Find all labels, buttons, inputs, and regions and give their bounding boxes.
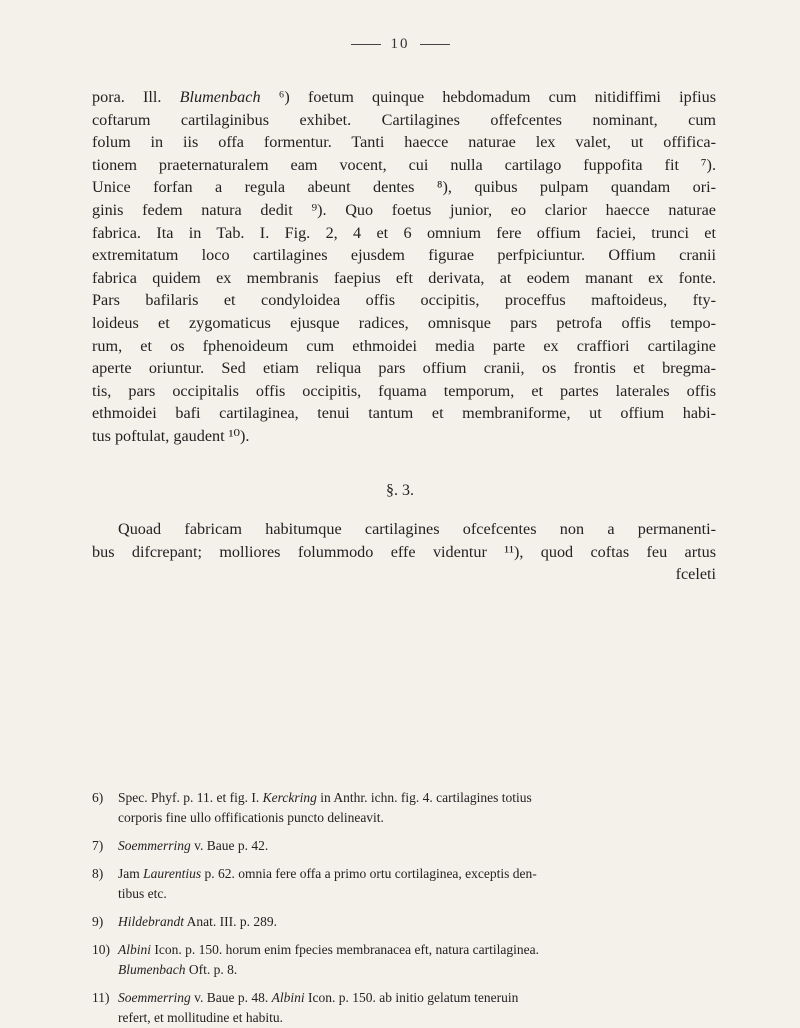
text-line: tionem praeternaturalem eam vocent, cui nulla cartilago fuppofita fit ⁷). [92, 155, 716, 174]
page-number: 10 [390, 36, 410, 52]
text-line: aperte oriuntur. Sed etiam reliqua pars offium cranii, os frontis et bregma- [92, 359, 716, 378]
text-line: tus poftulat, gaudent ¹⁰). [92, 426, 250, 445]
text-line: extremitatum loco cartilagines ejusdem figurae perfpiciuntur. Offium cranii [92, 246, 716, 265]
text-line: loideus et zygomaticus ejusque radices, omnisque pars petrofa offis tempo- [92, 313, 716, 332]
footnotes [92, 788, 716, 1028]
footnote-continuation: Blumenbach Oft. p. 8. [118, 962, 238, 977]
text-line: fabrica. Ita in Tab. I. Fig. 2, 4 et 6 omnium fere offium faciei, trunci et [92, 223, 716, 242]
footnote: 10) Albini Icon. p. 150. horum enim fpecies membranacea eft, natura cartilaginea. [92, 942, 539, 957]
text-line: Quoad fabricam habitumque cartilagines ofcefcentes non a permanenti- [118, 520, 716, 538]
catchword: fceleti [675, 565, 716, 584]
author-name: Blumenbach [179, 88, 261, 106]
text-line: Pars bafilaris et condyloidea offis occipitis, proceffus maftoideus, fty- [92, 291, 716, 310]
paragraph-1 [92, 86, 716, 448]
text-line: ethmoidei bafi cartilaginea, tenui tantum et membraniforme, ut offium habi- [92, 404, 716, 423]
footnote: 8) Jam Laurentius p. 62. omnia fere offa a primo ortu cortilaginea, exceptis den- [92, 866, 537, 881]
paragraph-2 [92, 518, 716, 586]
header-dash-right [420, 44, 450, 45]
header-dash-left [351, 44, 381, 45]
page-header [0, 36, 800, 53]
text-line: Unice forfan a regula abeunt dentes ⁸), quibus pulpam quandam ori- [92, 178, 716, 197]
text-line: folum in iis offa formentur. Tanti haecce naturae lex valet, ut offifica- [92, 133, 716, 152]
footnote: 9) Hildebrandt Anat. III. p. 289. [92, 914, 277, 929]
text-line: ginis fedem natura dedit ⁹). Quo foetus junior, eo clarior haecce naturae [92, 200, 716, 219]
text-line: bus difcrepant; molliores folummodo effe videntur ¹¹), quod coftas feu artus [92, 542, 716, 561]
text-line: coftarum cartilaginibus exhibet. Cartilagines offefcentes nominant, cum [92, 110, 716, 129]
footnote: 7) Soemmerring v. Baue p. 42. [92, 838, 269, 853]
footnote: 6) Spec. Phyf. p. 11. et fig. I. Kerckring in Anthr. ichn. fig. 4. cartilagines totius [92, 790, 532, 805]
footnote-continuation: refert, et mollitudine et habitu. [118, 1010, 283, 1025]
footnote-continuation: tibus etc. [118, 886, 167, 901]
text-line: fabrica quidem ex membranis faepius eft derivata, at eodem manant ex fonte. [92, 268, 716, 287]
text-line: rum, et os fphenoideum cum ethmoidei media parte ex craffiori cartilagine [92, 336, 716, 355]
footnote-continuation: corporis fine ullo offificationis puncto delineavit. [118, 810, 384, 825]
footnote: 11) Soemmerring v. Baue p. 48. Albini Icon. p. 150. ab initio gelatum teneruin [92, 990, 519, 1005]
text-line: tis, pars occipitalis offis occipitis, fquama temporum, et partes laterales offis [92, 381, 716, 400]
section-heading: §. 3. [386, 482, 414, 499]
text-line: pora. Ill. Blumenbach ⁶) foetum quinque hebdomadum cum nitidiffimi ipfius [92, 88, 716, 106]
